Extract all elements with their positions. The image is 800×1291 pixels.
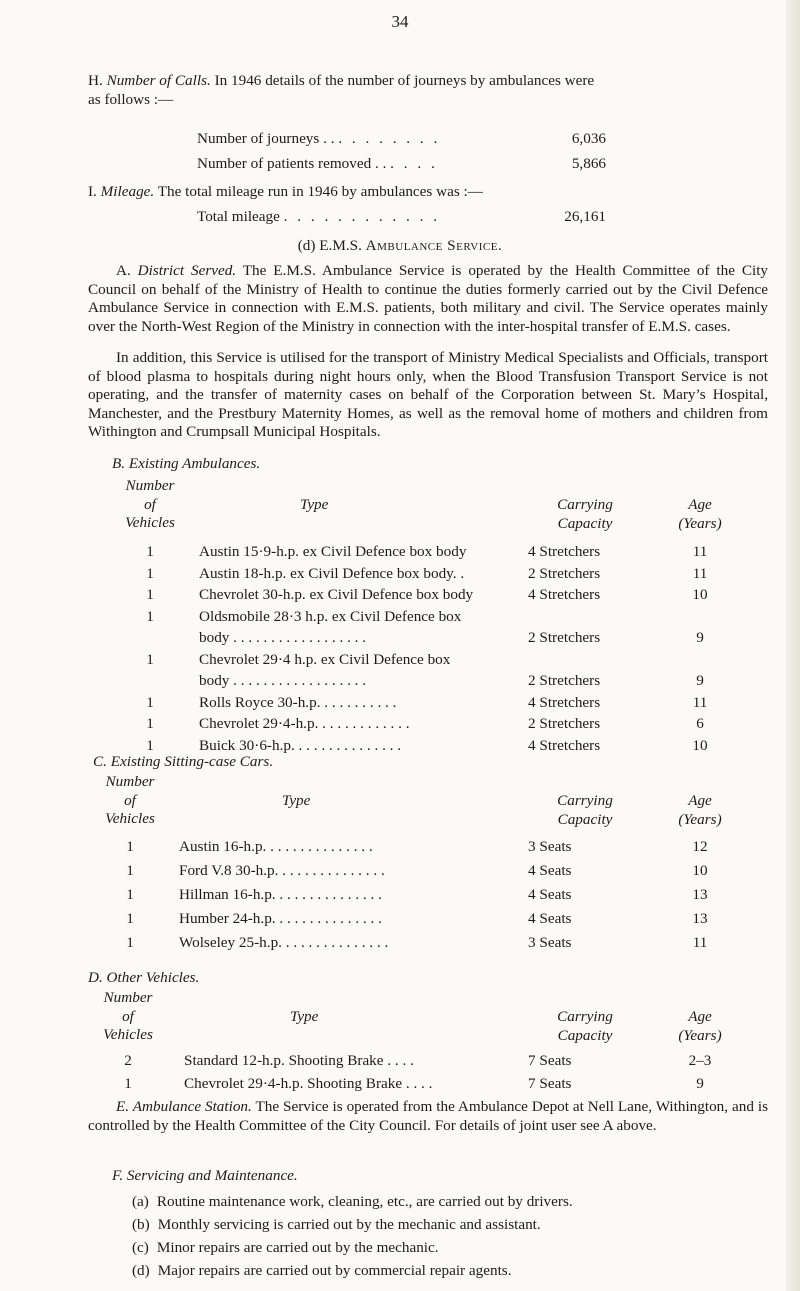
d-cell-age: 9 [696,1075,704,1092]
c-col-number-1: Number [105,773,155,790]
f-item-text: Minor repairs are carried out by the mechanic. [156,1239,439,1256]
b-col-capacity-2: Capacity [557,514,613,532]
section-e-text: The Service is operated from the Ambulance Depot at Nell Lane, Withington, and is controlled by the Health Committee of the City Council. For details of joint user see A above. [88,1098,768,1134]
h-row-label: Number of journeys . . [197,130,335,147]
section-a-letter: A. [116,262,131,279]
b-cell-capacity: 4 Stretchers [528,693,601,711]
h-row-journeys [197,130,440,149]
h-row-patients-value: 5,866 [571,155,606,172]
c-col-number-3: Vehicles [105,810,155,828]
d-col-age-2: (Years) [678,1026,722,1044]
d-cell-age: 2–3 [688,1052,712,1069]
c-cell-number: 1 [126,886,134,903]
b-col-type [300,496,328,515]
i-row-total-value: 26,161 [564,208,606,225]
c-cell-age: 13 [692,886,708,903]
section-d-label: (d) E.M.S. [297,237,362,254]
section-c-heading [93,753,273,772]
section-f-heading [112,1167,298,1186]
f-item-text: Routine maintenance work, cleaning, etc., are carried out by drivers. [156,1193,573,1210]
b-cell-capacity: 4 Stretchers [528,543,601,560]
f-list-item [132,1239,439,1258]
c-cell-type: Ford V.8 30-h.p. . . . . . . . . . . . . . . [179,862,385,879]
section-h-text-cont: as follows :— [88,90,174,108]
section-h-letter: H. [88,72,103,89]
b-col-number-1: Number [125,477,175,494]
d-col-capacity-2: Capacity [557,1026,613,1044]
c-col-age [655,792,745,829]
section-i-heading: Mileage. [100,183,155,200]
c-col-capacity-1: Carrying [557,792,613,809]
b-cell-type: Austin 15·9-h.p. ex Civil Defence box body [199,543,467,560]
page-edge-shadow [786,0,800,1291]
section-i-intro [88,183,483,202]
c-cell-age: 12 [692,838,708,855]
c-col-age-1: Age [688,792,712,809]
section-h-intro [88,72,768,109]
b-cell-type: Chevrolet 29·4 h.p. ex Civil Defence box [199,650,451,668]
b-cell-type-cont: body . . . . . . . . . . . . . . . . . . [199,629,367,646]
b-cell-age: 11 [692,693,708,711]
section-b-heading-text: B. Existing Ambulances. [112,455,261,472]
b-cell-number: 1 [146,564,154,582]
f-item-text: Major repairs are carried out by commercial repair agents. [157,1262,512,1279]
d-col-number-2: of [122,1007,134,1025]
d-col-type-text: Type [290,1008,319,1025]
section-a-para1-text: The E.M.S. Ambulance Service is operated by the Health Committee of the City Council on behalf of the Ministry of Health to continue the duties formerly carried out by the Civil Defence Ambulance Service in connection with E.M.S. patients, both military and civil. The Service operates mainly over the North-West Region of the Ministry in connection with the inter-hospital transfer of E.M.S. cases. [88,262,769,335]
c-cell-type: Austin 16-h.p. . . . . . . . . . . . . . . [179,838,373,855]
section-b-heading [112,455,260,474]
c-col-number [95,773,165,829]
b-cell-capacity: 2 Stretchers [528,715,601,732]
c-cell-type: Hillman 16-h.p. . . . . . . . . . . . . . . [179,886,382,903]
c-cell-age: 10 [692,862,708,879]
d-cell-number: 2 [124,1052,132,1069]
b-col-age-2: (Years) [678,514,722,532]
c-col-age-2: (Years) [678,810,722,828]
section-c-heading-text: C. Existing Sitting-case Cars. [93,753,274,770]
d-col-age-1: Age [688,1008,712,1025]
section-e-heading: E. Ambulance Station. [116,1098,252,1115]
d-cell-type: Standard 12-h.p. Shooting Brake . . . . [184,1052,414,1069]
f-list-item [132,1193,573,1212]
c-col-capacity [525,792,645,829]
section-a-heading: District Served. [137,262,237,279]
section-d-heading-text: D. Other Vehicles. [88,969,200,986]
i-row-label: Total mileage [197,208,280,225]
f-list-item [132,1216,541,1235]
b-col-age-1: Age [688,496,712,513]
b-cell-age: 10 [692,586,708,603]
i-row-total [197,208,440,227]
b-col-capacity-1: Carrying [557,496,613,513]
c-cell-capacity: 4 Seats [528,862,572,879]
d-col-number [93,989,163,1045]
f-item-key: (d) [132,1262,150,1279]
c-cell-capacity: 3 Seats [528,934,572,951]
section-i-text: The total mileage run in 1946 by ambulances was :— [157,183,483,200]
i-row-dots: . . . . . . . . . . . . [283,208,440,225]
b-cell-type: Oldsmobile 28·3 h.p. ex Civil Defence box [199,607,462,625]
b-cell-capacity: 2 Stretchers [528,672,601,689]
h-row-dots: . . . . [390,155,438,172]
b-cell-number: 1 [146,586,154,603]
b-col-capacity [525,496,645,533]
b-cell-number: 1 [146,715,154,732]
b-cell-capacity: 4 Stretchers [528,586,601,603]
b-cell-type: Rolls Royce 30-h.p. . . . . . . . . . . [199,693,397,711]
c-cell-capacity: 3 Seats [528,838,572,855]
section-d-title-text: Ambulance Service. [365,237,503,254]
page-number: 34 [391,12,409,31]
section-d-title [0,237,800,256]
c-cell-type: Wolseley 25-h.p. . . . . . . . . . . . . . . [179,934,389,951]
c-cell-number: 1 [126,934,134,951]
c-col-capacity-2: Capacity [557,810,613,828]
h-row-dots: . . . . . . . . [338,130,441,147]
section-h-heading: Number of Calls. [106,72,211,89]
b-cell-type: Chevrolet 29·4-h.p. . . . . . . . . . . . . [199,715,410,732]
b-cell-number: 1 [146,543,154,560]
c-cell-capacity: 4 Seats [528,886,572,903]
d-cell-capacity: 7 Seats [528,1075,572,1092]
c-cell-age: 13 [692,910,708,927]
b-col-age [655,496,745,533]
section-a-para1 [88,262,768,336]
c-cell-number: 1 [126,838,134,855]
c-col-number-2: of [124,791,136,809]
b-cell-number: 1 [146,650,154,668]
section-f-heading-text: F. Servicing and Maintenance. [112,1167,298,1184]
d-col-capacity-1: Carrying [557,1008,613,1025]
section-d-heading [88,969,199,988]
b-col-number [115,477,185,533]
section-e [88,1098,768,1135]
f-list-item [132,1262,512,1281]
d-col-age [655,1008,745,1045]
b-cell-number: 1 [146,736,154,754]
b-cell-capacity: 2 Stretchers [528,564,601,582]
c-cell-capacity: 4 Seats [528,910,572,927]
c-cell-number: 1 [126,910,134,927]
c-cell-age: 11 [692,934,708,951]
d-col-capacity [525,1008,645,1045]
d-cell-type: Chevrolet 29·4-h.p. Shooting Brake . . . . [184,1075,433,1092]
b-cell-age: 11 [692,564,708,582]
c-col-type-text: Type [282,792,311,809]
b-cell-number: 1 [146,693,154,711]
d-cell-number: 1 [124,1075,132,1092]
b-cell-age: 11 [692,543,708,560]
d-col-number-3: Vehicles [103,1026,153,1044]
d-col-type [290,1008,318,1027]
b-col-type-text: Type [300,496,329,513]
b-cell-age: 6 [696,715,704,732]
d-col-number-1: Number [103,989,153,1006]
c-cell-number: 1 [126,862,134,879]
section-h-text: In 1946 details of the number of journeys by ambulances were [214,72,595,89]
b-cell-number: 1 [146,607,154,625]
b-cell-age: 10 [692,736,708,754]
b-cell-age: 9 [696,672,704,689]
f-item-key: (c) [132,1239,149,1256]
section-i-letter: I. [88,183,97,200]
f-item-key: (b) [132,1216,150,1233]
b-col-number-2: of [144,495,156,513]
b-cell-age: 9 [696,629,704,646]
h-row-patients [197,155,438,174]
f-item-text: Monthly servicing is carried out by the mechanic and assistant. [157,1216,541,1233]
b-cell-capacity: 4 Stretchers [528,736,601,754]
b-cell-type-cont: body . . . . . . . . . . . . . . . . . . [199,672,367,689]
b-cell-type: Austin 18-h.p. ex Civil Defence box body. . [199,564,465,582]
c-col-type [282,792,310,811]
b-cell-type: Chevrolet 30-h.p. ex Civil Defence box body [199,586,474,603]
b-col-number-3: Vehicles [125,514,175,532]
b-cell-type: Buick 30·6-h.p. . . . . . . . . . . . . . . [199,736,402,754]
f-item-key: (a) [132,1193,149,1210]
c-cell-type: Humber 24-h.p. . . . . . . . . . . . . . . [179,910,382,927]
d-cell-capacity: 7 Seats [528,1052,572,1069]
h-row-journeys-value: 6,036 [571,130,606,147]
h-row-label: Number of patients removed . . [197,155,387,172]
b-cell-capacity: 2 Stretchers [528,629,601,646]
section-a-para2: In addition, this Service is utilised for the transport of Ministry Medical Specialists and Officials, transport of blood plasma to hospitals during night hours only, when the Blood Transfusion Transport Service is not operating, and the transfer of maternity cases on behalf of the Corporation between St. Mary’s Hospital, Manchester, and the Prestbury Maternity Homes, as well as the removal home of mothers and children from Withington and Crumpsall Municipal Hospitals. [88,349,768,441]
